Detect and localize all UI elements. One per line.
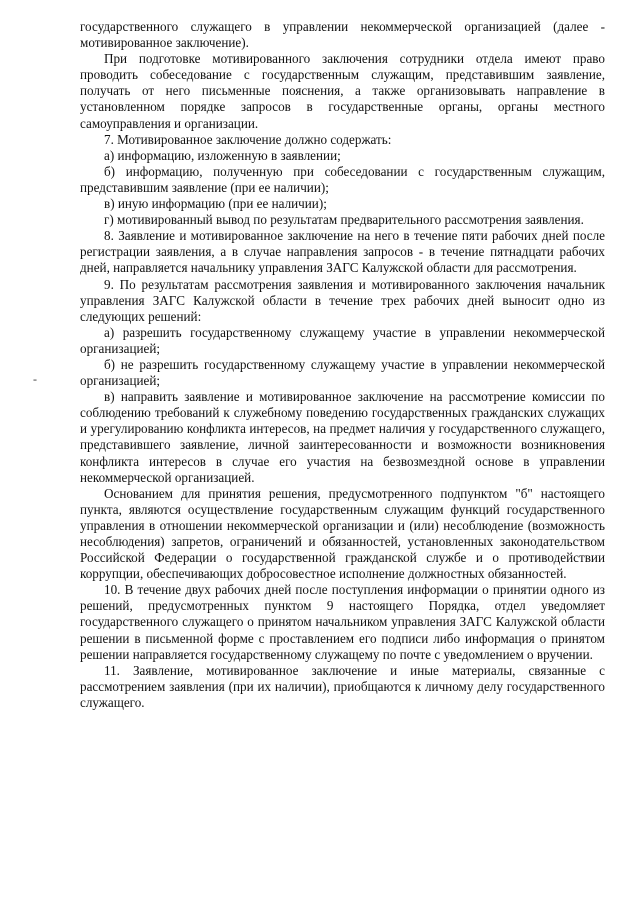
paragraph-item-7b: б) информацию, полученную при собеседовании с государственным служащим, представившим заявление (при ее наличии); [80,163,605,195]
paragraph-decision-basis: Основанием для принятия решения, предусмотренного подпунктом "б" настоящего пункта, являются осуществление государственным служащим функций государственного управления в отношении некоммерческой организации и (или) несоблюдение (возможность несоблюдения) запретов, ограничений и обязанностей, установленных законодательством Российской Федерации о государственной гражданской службе и о противодействии коррупции, обеспечивающих добросовестное исполнение должностных обязанностей. [80,485,605,582]
paragraph-item-7: 7. Мотивированное заключение должно содержать: [104,131,392,147]
paragraph-item-7g: г) мотивированный вывод по результатам предварительного рассмотрения заявления. [104,212,584,228]
document-page [80,19,605,711]
margin-mark: - [33,372,37,386]
paragraph-item-9b: б) не разрешить государственному служащему участие в управлении некоммерческой организацией; [80,356,605,389]
paragraph-item-11: 11. Заявление, мотивированное заключение и иные материалы, связанные с рассмотрением заявления (при их наличии), приобщаются к личному делу государственного служащего. [80,662,605,710]
paragraph-item-7a: а) информацию, изложенную в заявлении; [104,147,341,163]
paragraph-item-10: 10. В течение двух рабочих дней после поступления информации о принятии одного из решений, предусмотренных пунктом 9 настоящего Порядка, отдел уведомляет государственного служащего о принятом начальником управления ЗАГС Калужской области решении в письменной форме с проставлением его подписи либо информация о принятом решении направляется государственному служащему по почте с уведомлением о вручении. [80,582,605,662]
paragraph-interview-right: При подготовке мотивированного заключения сотрудники отдела имеют право проводить собеседование с государственным служащим, представившим заявление, получать от него письменные пояснения, а также организовывать направление в установленном порядке запросов в государственные органы, органы местного самоуправления и организации. [80,51,605,131]
paragraph-item-9a: а) разрешить государственному служащему участие в управлении некоммерческой организацией; [80,324,605,356]
paragraph-item-9v: в) направить заявление и мотивированное заключение на рассмотрение комиссии по соблюдению требований к служебному поведению государственных гражданских служащих и урегулированию конфликта интересов, на предмет наличия у государственного служащего, представившего заявление, личной заинтересованности и возможности возникновения конфликта интересов в случае его участия на безвозмездной основе в управлении некоммерческой организацией. [80,389,605,485]
paragraph-continuation: государственного служащего в управлении некоммерческой организацией (далее - мотивированное заключение). [80,19,605,51]
paragraph-item-7v: в) иную информацию (при ее наличии); [104,196,327,212]
paragraph-item-9: 9. По результатам рассмотрения заявления и мотивированного заключения начальник управления ЗАГС Калужской области в течение трех рабочих дней выносит одно из следующих решений: [80,276,605,324]
paragraph-item-8: 8. Заявление и мотивированное заключение на него в течение пяти рабочих дней после регистрации заявления, а в случае направления запросов - в течение пятнадцати рабочих дней, направляется начальнику управления ЗАГС Калужской области для рассмотрения. [80,228,605,276]
